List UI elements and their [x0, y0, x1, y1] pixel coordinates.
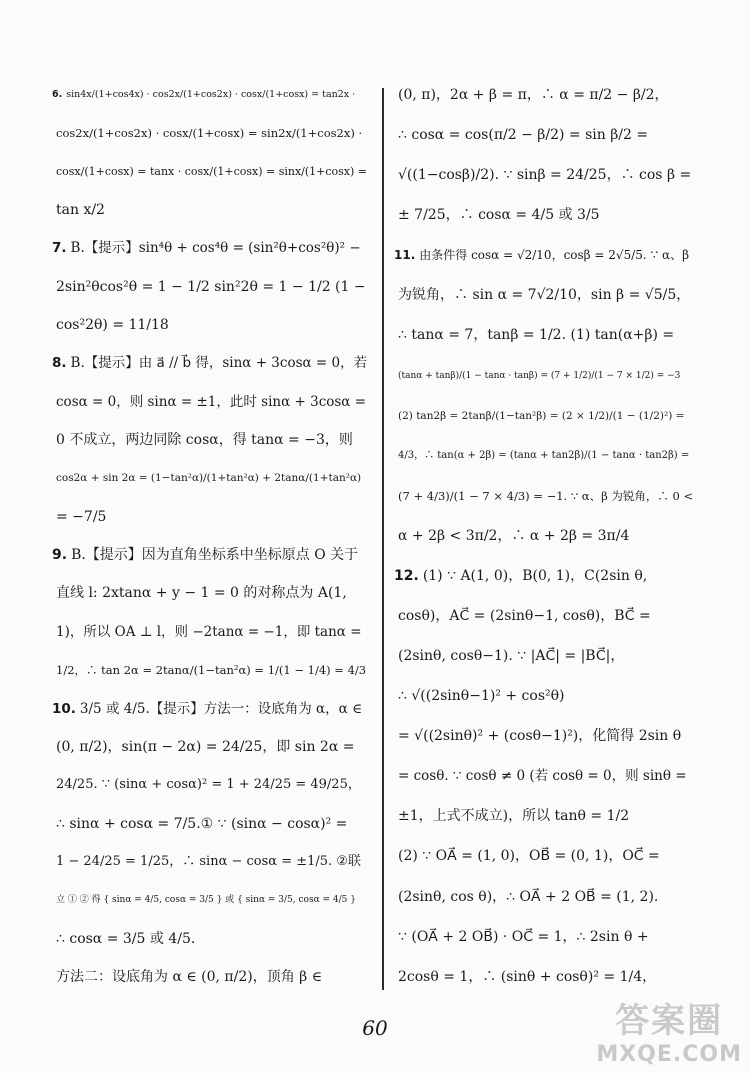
answer-line — [56, 431, 368, 449]
answer-text: (2) tan2β = 2tanβ/(1−tan²β) = (2 × 1/2)/(1 − (1/2)²) = — [398, 409, 685, 422]
answer-line — [56, 163, 368, 181]
answer-line — [56, 584, 368, 602]
answer-text: tan x/2 — [56, 202, 105, 219]
answer-text: B.【提示】由 a⃗ // b⃗ 得，sinα + 3cosα = 0，若 — [70, 355, 368, 372]
answer-line — [398, 166, 693, 184]
answer-text: (2sinθ, cos θ)，∴ OA⃗ + 2 OB⃗ = (1, 2). — [398, 888, 659, 905]
answer-line — [398, 326, 693, 344]
answer-line — [56, 738, 368, 756]
answer-text: √((1−cosβ)/2). ∵ sinβ = 24/25，∴ cos β = — [398, 167, 692, 184]
answer-line — [394, 246, 693, 264]
answer-text: cosα = 0，则 sinα = ±1，此时 sinα + 3cosα = — [56, 393, 367, 410]
answer-text: ∵ (OA⃗ + 2 OB⃗) · OC⃗ = 1，∴ 2sin θ + — [398, 928, 649, 945]
answer-line — [398, 687, 693, 705]
answer-text: = −7/5 — [56, 508, 107, 525]
question-number: 9. — [52, 547, 68, 564]
answer-line — [398, 86, 693, 104]
watermark-url: MXQE.COM — [596, 1042, 742, 1067]
answer-line — [398, 487, 693, 505]
answer-line — [398, 767, 693, 785]
answer-line — [398, 607, 693, 625]
question-number: 12. — [394, 567, 419, 584]
answer-text: 1/2，∴ tan 2α = 2tanα/(1−tan²α) = 1/(1 − 1/4) = 4/3 — [56, 663, 367, 678]
answer-text: 为锐角，∴ sin α = 7√2/10，sin β = √5/5， — [398, 287, 691, 304]
answer-text: cos2x/(1+cos2x) · cosx/(1+cosx) = sin2x/(1+cos2x) · — [56, 126, 363, 141]
answer-text: 1 − 24/25 = 1/25，∴ sinα − cosα = ±1/5. ②联 — [56, 853, 361, 869]
answer-line — [56, 201, 368, 219]
right-column — [394, 86, 694, 986]
answer-text: (2sinθ, cosθ−1). ∵ |AC⃗| = |BC⃗|， — [398, 648, 625, 665]
answer-line — [56, 776, 368, 794]
answer-text: B.【提示】sin⁴θ + cos⁴θ = (sin²θ+cos²θ)² − — [70, 240, 361, 257]
answer-line — [52, 239, 368, 257]
answer-line — [398, 847, 693, 865]
answer-text: (1) ∵ A(1, 0)，B(0, 1)，C(2sin θ, — [422, 567, 648, 584]
answer-text: (7 + 4/3)/(1 − 7 × 4/3) = −1. ∵ α、β 为锐角，∴ 0 < — [398, 488, 694, 503]
question-number: 10. — [52, 700, 76, 717]
answer-text: B.【提示】因为直角坐标系中坐标原点 O 关于 — [71, 547, 359, 564]
page-number: 60 — [362, 1016, 388, 1040]
answer-text: = √((2sinθ)² + (cosθ−1)²)，化简得 2sin θ — [398, 728, 682, 745]
answer-line — [56, 124, 368, 142]
answer-line — [398, 527, 693, 545]
question-number: 11. — [394, 248, 416, 263]
answer-line — [52, 700, 368, 718]
answer-text: ∴ √((2sinθ−1)² + cos²θ) — [398, 688, 565, 705]
answer-text: α + 2β < 3π/2，∴ α + 2β = 3π/4 — [398, 527, 630, 544]
answer-line — [394, 567, 693, 585]
question-number: 7. — [52, 240, 67, 257]
answer-text: 4/3，∴ tan(α + 2β) = (tanα + tan2β)/(1 − tanα · tan2β) = — [398, 449, 690, 461]
answer-line — [56, 508, 368, 526]
question-number: 8. — [52, 355, 67, 372]
answer-line — [398, 888, 693, 906]
answer-text: ∴ cosα = cos(π/2 − β/2) = sin β/2 = — [398, 127, 649, 144]
answer-text: 1)，所以 OA ⊥ l，则 −2tanα = −1，即 tanα = — [56, 623, 362, 640]
answer-line — [398, 807, 693, 825]
answer-text: 0 不成立，两边同除 cosα，得 tanα = −3，则 — [56, 432, 353, 449]
column-divider — [382, 88, 384, 990]
answer-text: cos2α + sin 2α = (1−tan²α)/(1+tan²α) + 2tanα/(1+tan²α) — [56, 472, 362, 485]
answer-text: (2) ∵ OA⃗ = (1, 0)，OB⃗ = (0, 1)，OC⃗ = — [398, 848, 660, 865]
answer-line — [56, 815, 368, 833]
answer-line — [398, 126, 693, 144]
answer-text: cosx/(1+cosx) = tanx · cosx/(1+cosx) = sinx/(1+cosx) = — [56, 164, 368, 178]
answer-text: ±1，上式不成立)，所以 tanθ = 1/2 — [398, 808, 630, 825]
answer-line — [398, 647, 693, 665]
answer-line — [398, 367, 693, 385]
answer-text: ± 7/25，∴ cosα = 4/5 或 3/5 — [398, 207, 600, 224]
answer-line — [56, 853, 368, 871]
answer-text: 由条件得 cosα = √2/10，cosβ = 2√5/5. ∵ α、β — [419, 248, 690, 263]
answer-line — [52, 86, 368, 104]
answer-line — [56, 393, 368, 411]
answer-line — [398, 286, 693, 304]
answer-line — [52, 354, 368, 372]
watermark-logo — [596, 993, 742, 1067]
answer-line — [56, 278, 368, 296]
answer-text: 3/5 或 4/5.【提示】方法一：设底角为 α，α ∈ — [79, 700, 363, 717]
answer-text: 直线 l: 2xtanα + y − 1 = 0 的对称点为 A(1, — [56, 585, 347, 602]
answer-text: ∴ sinα + cosα = 7/5.① ∵ (sinα − cosα)² = — [56, 815, 348, 832]
answer-text: = cosθ. ∵ cosθ ≠ 0 (若 cosθ = 0，则 sinθ = — [398, 768, 687, 785]
answer-line — [56, 968, 368, 986]
answer-line — [56, 316, 368, 334]
answer-line — [398, 407, 693, 425]
answer-line — [398, 968, 693, 986]
answer-text: sin4x/(1+cos4x) · cos2x/(1+cos2x) · cosx/(1+cosx) = tan2x · — [66, 89, 356, 100]
watermark-text: 答案圈 — [615, 1001, 724, 1041]
answer-text: ∴ tanα = 7，tanβ = 1/2. (1) tan(α+β) = — [398, 327, 675, 344]
answer-text: 方法二：设底角为 α ∈ (0, π/2)，顶角 β ∈ — [56, 968, 323, 985]
answer-text: (tanα + tanβ)/(1 − tanα · tanβ) = (7 + 1/2)/(1 − 7 × 1/2) = −3 — [398, 370, 681, 381]
answer-line — [56, 930, 368, 948]
answer-text: ∴ cosα = 3/5 或 4/5. — [56, 930, 196, 947]
answer-line — [398, 928, 693, 946]
answer-text: 2sin²θcos²θ = 1 − 1/2 sin²2θ = 1 − 1/2 (1 − — [56, 278, 366, 295]
answer-line — [398, 206, 693, 224]
answer-text: 立 ① ② 得 { sinα = 4/5, cosα = 3/5 } 或 { sinα = 3/5, cosα = 4/5 } — [56, 895, 356, 906]
answer-text: cosθ)，AC⃗ = (2sinθ−1, cosθ)，BC⃗ = — [398, 608, 651, 625]
answer-line — [56, 891, 368, 909]
answer-text: (0, π)，2α + β = π，∴ α = π/2 − β/2， — [398, 87, 669, 103]
answer-line — [56, 469, 368, 487]
question-number: 6. — [52, 89, 63, 100]
answer-text: 2cosθ = 1，∴ (sinθ + cosθ)² = 1/4， — [398, 968, 657, 985]
answer-text: 24/25. ∵ (sinα + cosα)² = 1 + 24/25 = 49/25， — [56, 777, 361, 793]
answer-text: cos²2θ) = 11/18 — [56, 317, 169, 334]
answer-line — [398, 447, 693, 465]
answer-line — [52, 546, 368, 564]
answer-line — [56, 623, 368, 641]
left-column — [52, 86, 368, 986]
answer-text: (0, π/2)，sin(π − 2α) = 24/25，即 sin 2α = — [56, 738, 355, 755]
answer-line — [56, 661, 368, 679]
answer-line — [398, 727, 693, 745]
